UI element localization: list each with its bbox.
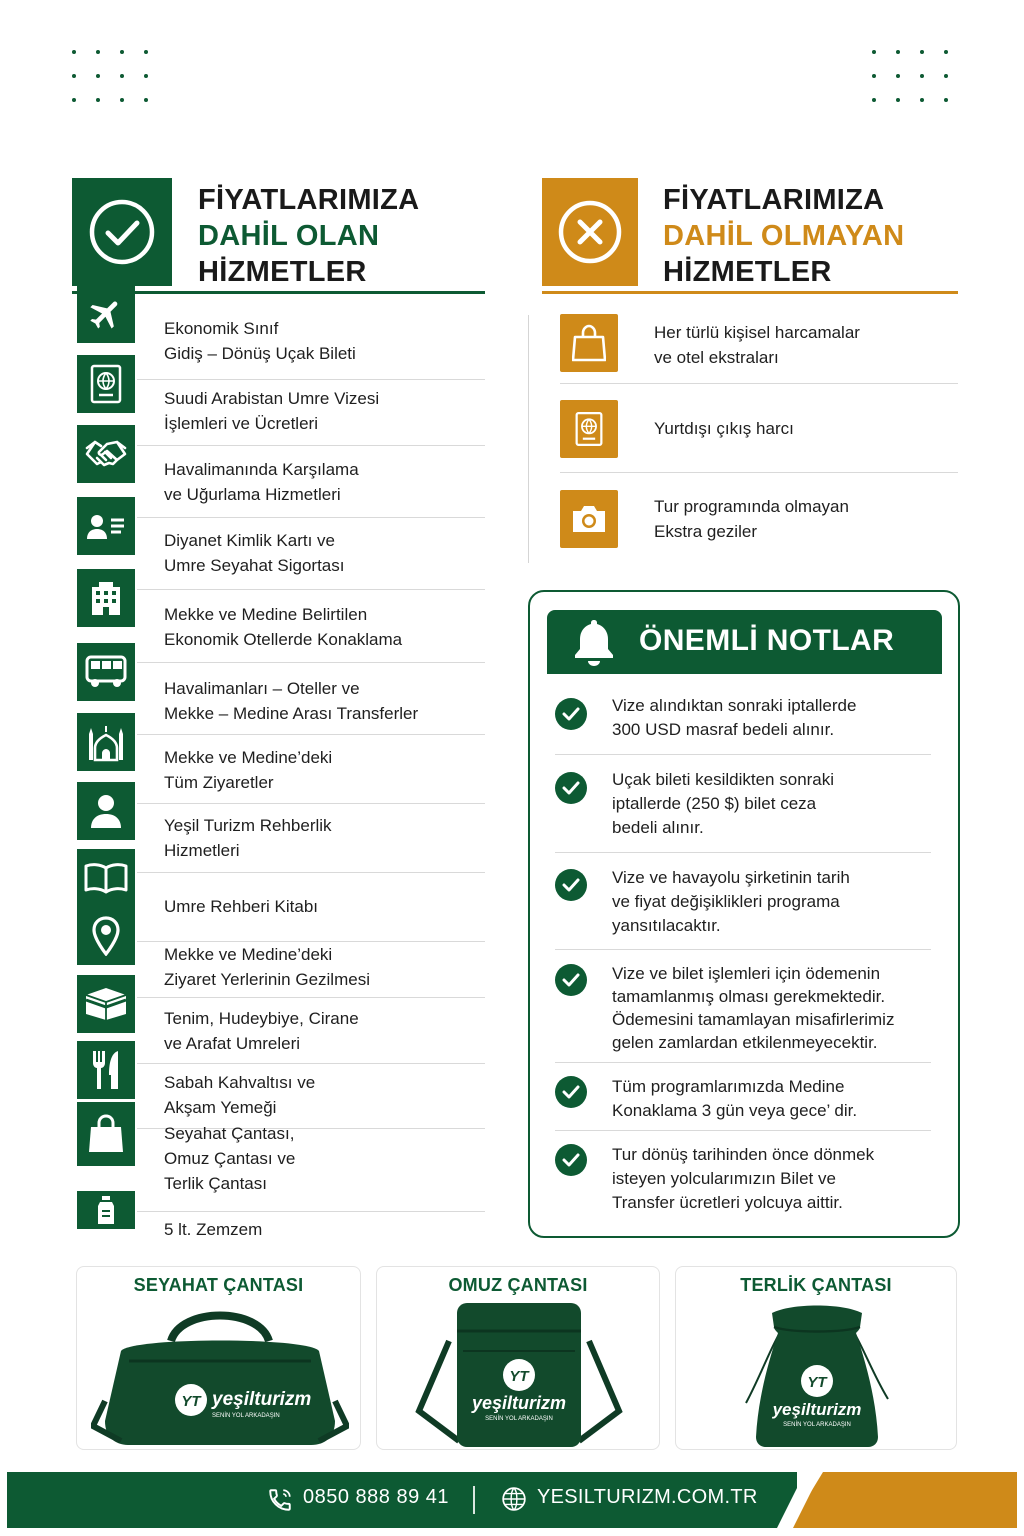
check-icon (555, 772, 587, 804)
included-item-text: Suudi Arabistan Umre Vizesi İşlemleri ve Ücretleri (164, 389, 380, 433)
bus-icon (77, 643, 135, 701)
note-text: Uçak bileti kesildikten sonraki iptallerde (250 $) bilet ceza bedeli alınır. (612, 770, 835, 837)
included-item-text: Havalimanında Karşılama ve Uğurlama Hizmetleri (164, 460, 359, 504)
brand-tagline: SENİN YOL ARKADAŞIN (485, 1416, 553, 1422)
excluded-header-rule (542, 291, 958, 294)
bag-card-slipper (675, 1266, 957, 1450)
guide-person-icon (77, 782, 135, 840)
included-item-text: Mekke ve Medine’deki Tüm Ziyaretler (164, 748, 333, 792)
mosque-icon (77, 713, 135, 771)
brand-name: yeşilturizm (212, 1389, 312, 1410)
check-circle-icon (72, 178, 172, 286)
bottle-icon (77, 1191, 135, 1229)
passport-icon (77, 355, 135, 413)
excluded-item-text: Yurtdışı çıkış harcı (654, 419, 794, 438)
excluded-title-line2: DAHİL OLMAYAN (663, 220, 905, 252)
excluded-item-text: Tur programında olmayan Ekstra geziler (654, 497, 849, 541)
column-divider (528, 315, 529, 563)
camera-icon (560, 490, 618, 548)
footer-separator (473, 1486, 475, 1514)
note-text: Tur dönüş tarihinden önce dönmek isteyen yolcularımızın Bilet ve Transfer ücretleri yolcuya aittir. (612, 1145, 875, 1212)
excluded-item-text: Her türlü kişisel harcamalar ve otel ekstraları (654, 323, 860, 367)
brand-name: yeşilturizm (772, 1400, 862, 1419)
note-text: Vize ve bilet işlemleri için ödemenin tamamlanmış olması gerekmektedir. Ödemesini tamamlayan misafirlerimiz gelen zamlardan etkilenmeyecektir. (612, 964, 895, 1052)
included-item-text: Yeşil Turizm Rehberlik Hizmetleri (164, 816, 332, 860)
footer-gold-band (789, 1472, 1017, 1528)
included-item-text: Mekke ve Medine Belirtilen Ekonomik Otellerde Konaklama (164, 605, 403, 649)
airplane-icon (77, 285, 135, 343)
phone-icon (267, 1487, 293, 1513)
fork-knife-icon (77, 1041, 135, 1099)
passport-icon (560, 400, 618, 458)
included-title-line2: DAHİL OLAN (198, 220, 380, 252)
included-item-text: Seyahat Çantası, Omuz Çantası ve Terlik Çantası (164, 1124, 296, 1193)
id-card-icon (77, 497, 135, 555)
decorative-dots-left (72, 50, 148, 102)
check-icon (555, 1076, 587, 1108)
shopping-bag-icon (560, 314, 618, 372)
excluded-title-line1: FİYATLARIMIZA (663, 184, 885, 216)
brand-tagline: SENİN YOL ARKADAŞIN (783, 1422, 851, 1428)
map-pin-icon (77, 907, 135, 965)
brand-monogram: YT (807, 1374, 827, 1391)
notes-title: ÖNEMLİ NOTLAR (639, 624, 895, 657)
footer (7, 1472, 1017, 1528)
included-item-text: Havalimanları – Oteller ve Mekke – Medine Arası Transferler (164, 679, 419, 723)
brand-tagline: SENİN YOL ARKADAŞIN (212, 1413, 280, 1419)
hotel-icon (77, 569, 135, 627)
book-icon (77, 849, 135, 907)
footer-website-link[interactable]: YESILTURIZM.COM.TR (537, 1486, 758, 1508)
included-item-text: 5 lt. Zemzem (164, 1220, 263, 1239)
bag-icon (77, 1102, 135, 1166)
bag-card-shoulder (376, 1266, 660, 1450)
brand-monogram: YT (181, 1393, 201, 1410)
note-text: Vize alındıktan sonraki iptallerde 300 USD masraf bedeli alınır. (612, 696, 857, 739)
drawstring-bag-illustration (732, 1303, 902, 1449)
notes-header (547, 610, 942, 674)
globe-icon (501, 1486, 527, 1512)
excluded-title-line3: HİZMETLER (663, 256, 832, 288)
bag-label: SEYAHAT ÇANTASI (133, 1275, 304, 1295)
note-text: Tüm programlarımızda Medine Konaklama 3 gün veya gece’ dir. (612, 1077, 858, 1120)
check-icon (555, 698, 587, 730)
bag-label: OMUZ ÇANTASI (448, 1275, 588, 1295)
included-item-text: Umre Rehberi Kitabı (164, 897, 319, 916)
check-icon (555, 964, 587, 996)
included-item-text: Ekonomik Sınıf Gidiş – Dönüş Uçak Bileti (164, 319, 356, 363)
travel-bag-illustration (91, 1301, 349, 1449)
brand-name: yeşilturizm (471, 1393, 567, 1413)
bell-icon (573, 618, 615, 671)
decorative-dots-right (872, 50, 948, 102)
footer-phone-link[interactable]: 0850 888 89 41 (303, 1486, 450, 1508)
bag-label: TERLİK ÇANTASI (740, 1275, 892, 1295)
kaaba-icon (77, 975, 135, 1033)
check-icon (555, 1144, 587, 1176)
included-item-text: Sabah Kahvaltısı ve Akşam Yemeği (164, 1073, 316, 1117)
included-item-text: Mekke ve Medine’deki Ziyaret Yerlerinin Gezilmesi (164, 945, 370, 989)
shoulder-bag-illustration (399, 1301, 639, 1449)
included-item-text: Tenim, Hudeybiye, Cirane ve Arafat Umreleri (164, 1009, 359, 1053)
included-title-line3: HİZMETLER (198, 256, 367, 288)
bag-card-travel (76, 1266, 361, 1450)
x-circle-icon (542, 178, 638, 286)
included-title-line1: FİYATLARIMIZA (198, 184, 420, 216)
check-icon (555, 869, 587, 901)
included-item-text: Diyanet Kimlik Kartı ve Umre Seyahat Sigortası (164, 531, 345, 575)
brand-monogram: YT (509, 1368, 529, 1385)
note-text: Vize ve havayolu şirketinin tarih ve fiyat değişiklikleri programa yansıtılacaktır. (612, 868, 850, 935)
handshake-icon (77, 425, 135, 483)
